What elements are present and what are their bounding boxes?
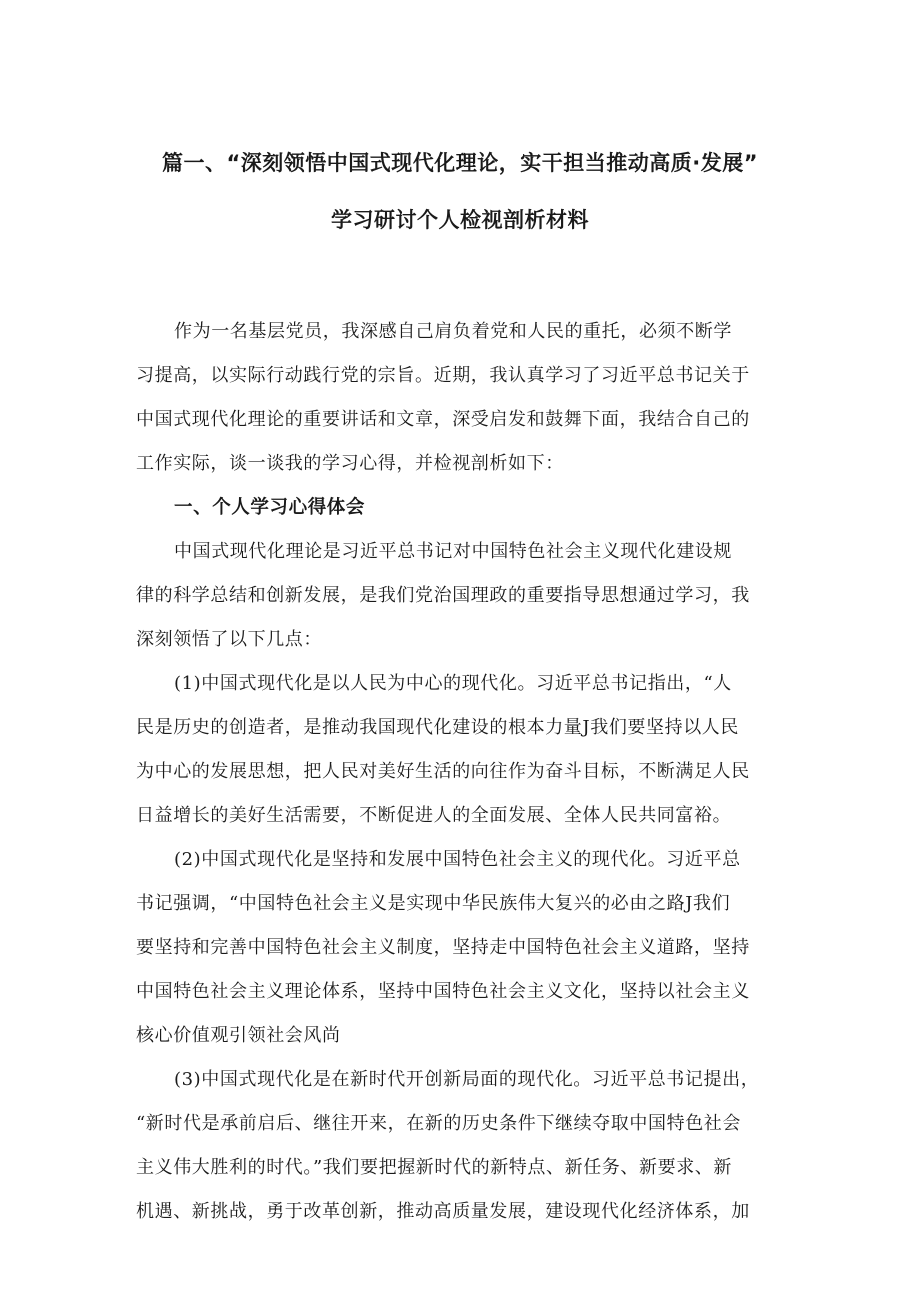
paragraph-point-2-line: 书记强调，“中国特色社会主义是实现中华民族伟大复兴的必由之路J我们 (136, 893, 731, 914)
paragraph-point-3-line: 主义伟大胜利的时代。”我们要把握新时代的新特点、新任务、新要求、新 (136, 1157, 732, 1178)
paragraph-point-1-line: 为中心的发展思想，把人民对美好生活的向往作为奋斗目标，不断满足人民 (136, 761, 750, 782)
paragraph-point-3-line: “新时代是承前启后、继往开来，在新的历史条件下继续夺取中国特色社会 (136, 1113, 741, 1134)
paragraph-point-2-line: (2)中国式现代化是坚持和发展中国特色社会主义的现代化。习近平总 (174, 849, 741, 870)
paragraph-summary-line: 深刻领悟了以下几点： (136, 629, 322, 650)
paragraph-point-2-line: 核心价值观引领社会风尚 (136, 1025, 341, 1046)
section-heading: 一、个人学习心得体会 (174, 497, 366, 518)
paragraph-point-2-line: 中国特色社会主义理论体系，坚持中国特色社会主义文化，坚持以社会主义 (136, 981, 750, 1002)
paragraph-intro-line: 工作实际，谈一谈我的学习心得，并检视剖析如下： (136, 453, 564, 474)
paragraph-intro-line: 作为一名基层党员，我深感自己肩负着党和人民的重托，必须不断学 (174, 321, 732, 342)
paragraph-summary-line: 律的科学总结和创新发展，是我们党治国理政的重要指导思想通过学习，我 (136, 585, 750, 606)
paragraph-summary-line: 中国式现代化理论是习近平总书记对中国特色社会主义现代化建设规 (174, 541, 732, 562)
paragraph-intro-line: 中国式现代化理论的重要讲话和文章，深受启发和鼓舞下面，我结合自己的 (136, 409, 750, 430)
document-title-line-2: 学习研讨个人检视剖析材料 (331, 208, 589, 232)
paragraph-intro-line: 习提高，以实际行动践行党的宗旨。近期，我认真学习了习近平总书记关于 (136, 365, 750, 386)
paragraph-point-2-line: 要坚持和完善中国特色社会主义制度，坚持走中国特色社会主义道路，坚持 (136, 937, 750, 958)
paragraph-point-3-line: (3)中国式现代化是在新时代开创新局面的现代化。习近平总书记提出， (174, 1069, 760, 1090)
document-title-line-1: 篇一、“深刻领悟中国式现代化理论，实干担当推动高质·发展” (161, 151, 759, 175)
paragraph-point-1-line: 日益增长的美好生活需要，不断促进人的全面发展、全体人民共同富裕。 (136, 805, 732, 826)
document-body (136, 310, 792, 1234)
paragraph-point-1-line: (1)中国式现代化是以人民为中心的现代化。习近平总书记指出，“人 (174, 673, 732, 694)
paragraph-point-3-line: 机遇、新挑战，勇于改革创新，推动高质量发展，建设现代化经济体系，加 (136, 1201, 750, 1222)
paragraph-point-1-line: 民是历史的创造者，是推动我国现代化建设的根本力量J我们要坚持以人民 (136, 717, 740, 738)
